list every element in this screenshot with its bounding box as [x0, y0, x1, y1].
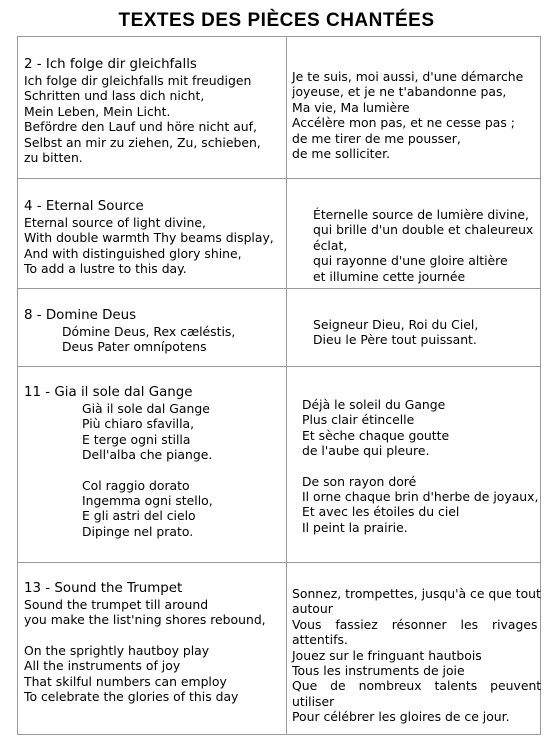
lyric-line: Ingemma ogni stello, [82, 493, 213, 509]
original-text-cell [18, 563, 287, 735]
stanza-gap [24, 628, 286, 643]
translation-line: Tous les instruments de joie [292, 663, 465, 679]
translation-line: Sonnez, trompettes, jusqu'à ce que tout [292, 586, 541, 601]
translation-line: De son rayon doré [302, 473, 417, 489]
lyric-line: Mein Leben, Mein Licht. [24, 103, 171, 119]
song-row [18, 367, 541, 563]
translation-line: de me solliciter. [292, 146, 391, 162]
translation-line: Et sèche chaque goutte [302, 427, 450, 443]
lyric-line: Dómine Deus, Rex cæléstis, [62, 324, 236, 339]
translation-line: Je te suis, moi aussi, d'une démarche [292, 69, 524, 84]
lyric-line: To celebrate the glories of this day [24, 689, 239, 705]
song-title: 8 - Domine Deus [24, 308, 137, 323]
translation-line: Vous fassiez résonner les rivages [292, 616, 538, 632]
translation-line: Il peint la prairie. [302, 519, 408, 535]
translation-cell [287, 563, 541, 735]
translation-line: de l'aube qui pleure. [302, 443, 430, 459]
lyric-line: With double warmth Thy beams display, [24, 230, 274, 246]
translation-line: qui rayonne d'une gloire altière [313, 253, 508, 269]
lyric-line: Già il sole dal Gange [82, 401, 210, 416]
translation-line: Que de nombreux talents peuvent [292, 678, 542, 694]
translation-line: Plus clair étincelle [302, 412, 415, 428]
translation-line: Éternelle source de lumière divine, [313, 207, 529, 222]
translation-cell [287, 289, 541, 367]
stanza-gap [302, 459, 535, 474]
translation-line: Ma vie, Ma lumière [292, 99, 410, 115]
translation-line: Seigneur Dieu, Roi du Ciel, [313, 317, 479, 332]
translation-line: Et avec les étoiles du ciel [302, 504, 460, 520]
translation-cell [287, 179, 541, 289]
lyric-line: Dipinge nel prato. [82, 523, 194, 539]
translation-line: et illumine cette journée [313, 268, 466, 284]
lyric-line: you make the list'ning shores rebound, [24, 612, 266, 628]
lyric-line: Sound the trumpet till around [24, 597, 209, 612]
translation-line: Pour célébrer les gloires de ce jour. [292, 709, 510, 725]
translation-line: Jouez sur le fringuant hautbois [292, 647, 482, 663]
song-row [18, 563, 541, 735]
lyric-line: Ich folge dir gleichfalls mit freudigen [24, 73, 252, 88]
original-text-cell [18, 179, 287, 289]
translation-cell [287, 367, 541, 563]
translation-cell [287, 37, 541, 179]
translation-line: utiliser [292, 693, 335, 709]
translation-line: éclat, [313, 237, 348, 253]
original-text-cell [18, 289, 287, 367]
lyric-line: To add a lustre to this day. [24, 261, 187, 277]
lyric-line: Schritten und lass dich nicht, [24, 88, 205, 104]
lyric-line: Selbst an mir zu ziehen, Zu, schieben, [24, 134, 261, 150]
lyric-line: zu bitten. [24, 150, 83, 166]
lyric-line: E gli astri del cielo [82, 508, 196, 524]
lyric-line: That skilful numbers can employ [24, 673, 227, 689]
translation-line: de me tirer de me pousser, [292, 130, 461, 146]
lyric-line: Col raggio dorato [82, 477, 190, 493]
song-row [18, 179, 541, 289]
lyric-line: Eternal source of light divine, [24, 215, 206, 230]
translation-line: Dieu le Père tout puissant. [313, 332, 477, 348]
song-row [18, 289, 541, 367]
translation-line: Déjà le soleil du Gange [302, 397, 446, 412]
translation-line: qui brille d'un double et chaleureux [313, 222, 534, 238]
translation-line: Il orne chaque brin d'herbe de joyaux, [302, 489, 539, 505]
translation-line: Accélère mon pas, et ne cesse pas ; [292, 115, 515, 131]
translation-line: joyeuse, et je ne t'abandonne pas, [292, 84, 507, 100]
lyric-line: All the instruments of joy [24, 658, 181, 674]
lyric-line: Befördre den Lauf und höre nicht auf, [24, 119, 257, 135]
lyric-line: And with distinguished glory shine, [24, 245, 242, 261]
song-title: 11 - Gia il sole dal Gange [24, 385, 193, 400]
lyrics-table [17, 36, 541, 735]
song-title: 13 - Sound the Trumpet [24, 581, 183, 596]
song-title: 2 - Ich folge dir gleichfalls [24, 57, 197, 72]
original-text-cell [18, 367, 287, 563]
song-title: 4 - Eternal Source [24, 199, 144, 214]
lyric-line: Più chiaro sfavilla, [82, 416, 195, 432]
stanza-gap [24, 463, 286, 478]
lyric-line: On the sprightly hautboy play [24, 642, 210, 658]
original-text-cell [18, 37, 287, 179]
lyric-line: E terge ogni stilla [82, 431, 191, 447]
song-row [18, 37, 541, 179]
lyric-line: Dell'alba che piange. [82, 447, 213, 463]
translation-line: attentifs. [292, 632, 348, 648]
page-title: TEXTES DES PIÈCES CHANTÉES [118, 10, 435, 31]
translation-line: autour [292, 601, 333, 617]
lyric-line: Deus Pater omnípotens [62, 339, 207, 355]
